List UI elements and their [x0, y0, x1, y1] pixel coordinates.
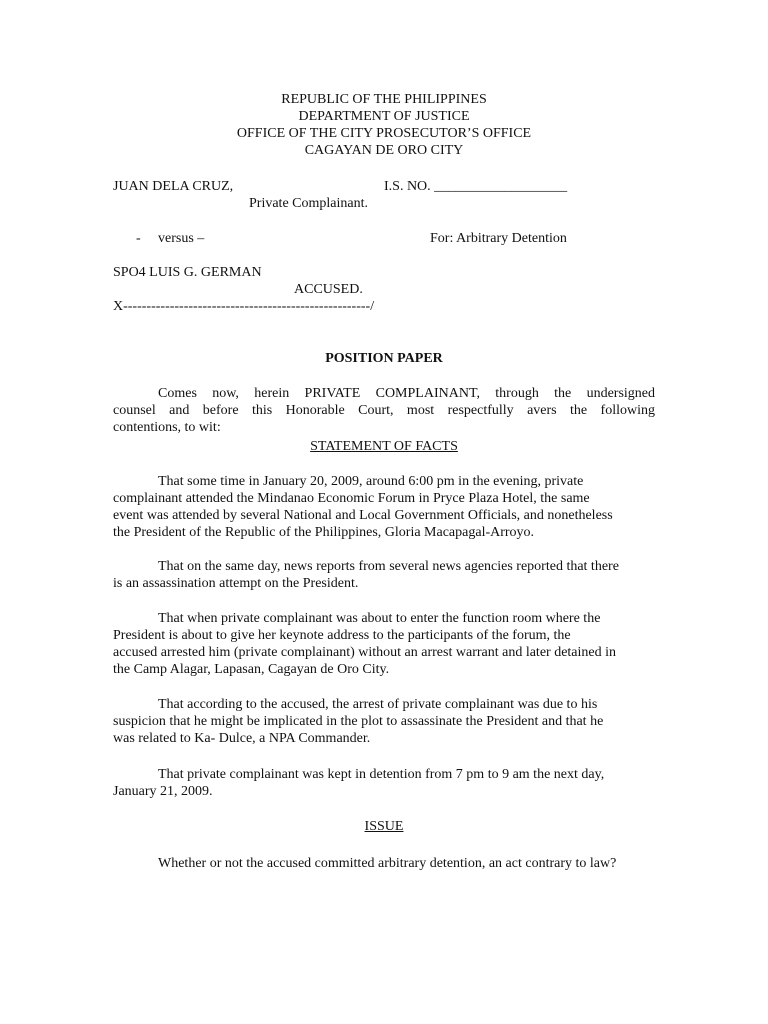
complainant-role: Private Complainant. [249, 196, 368, 211]
issue-text [113, 855, 616, 872]
versus-dash: - [136, 231, 141, 246]
header-line-office: OFFICE OF THE CITY PROSECUTOR’S OFFICE [236, 126, 532, 141]
complainant-name: JUAN DELA CRUZ, [113, 179, 234, 194]
fact-3-line-1-text: That when private complainant was about to enter the function room where the [158, 611, 601, 626]
facts-heading-text: STATEMENT OF FACTS [310, 439, 458, 454]
intro-line-1-text: Comes now, herein PRIVATE COMPLAINANT, through the undersigned [158, 386, 655, 401]
caption-separator: X-----------------------------------------------------/ [113, 299, 375, 314]
is-number-label: I.S. NO. ___________________ [384, 179, 568, 194]
issue-text-content: Whether or not the accused committed arbitrary detention, an act contrary to law? [158, 856, 617, 871]
fact-2-line-2: is an assassination attempt on the President. [113, 576, 359, 591]
fact-4-line-2: suspicion that he might be implicated in the plot to assassinate the President and that he [113, 714, 604, 729]
fact-5-line-2: January 21, 2009. [113, 784, 213, 799]
fact-1-line-4: the President of the Republic of the Philippines, Gloria Macapagal-Arroyo. [113, 525, 535, 540]
fact-3-line-2: President is about to give her keynote address to the participants of the forum, the [113, 628, 571, 643]
versus-label: versus – [158, 231, 205, 246]
fact-4-line-1-text: That according to the accused, the arrest of private complainant was due to his [158, 697, 598, 712]
accused-role: ACCUSED. [294, 282, 363, 297]
fact-1-line-1-text: That some time in January 20, 2009, around 6:00 pm in the evening, private [158, 474, 584, 489]
intro-line-1 [113, 385, 655, 402]
intro-line-3: contentions, to wit: [113, 420, 221, 435]
fact-5-line-1-text: That private complainant was kept in detention from 7 pm to 9 am the next day, [158, 767, 605, 782]
issue-heading [0, 818, 768, 835]
intro-line-2: counsel and before this Honorable Court, most respectfully avers the following [113, 403, 655, 418]
fact-3-line-1 [113, 610, 600, 627]
fact-1-line-2: complainant attended the Mindanao Economic Forum in Pryce Plaza Hotel, the same [113, 491, 590, 506]
fact-4-line-3: was related to Ka- Dulce, a NPA Commander. [113, 731, 371, 746]
fact-2-line-1 [113, 558, 619, 575]
fact-1-line-3: event was attended by several National and Local Government Officials, and nonetheless [113, 508, 613, 523]
fact-2-line-1-text: That on the same day, news reports from several news agencies reported that there [158, 559, 619, 574]
fact-4-line-1 [113, 696, 597, 713]
header-line-city: CAGAYAN DE ORO CITY [304, 143, 464, 158]
fact-3-line-3: accused arrested him (private complainant) without an arrest warrant and later detained in [113, 645, 617, 660]
facts-heading [0, 438, 768, 455]
document-title: POSITION PAPER [325, 351, 443, 366]
issue-heading-text: ISSUE [364, 819, 404, 834]
accused-name: SPO4 LUIS G. GERMAN [113, 265, 262, 280]
header-line-republic: REPUBLIC OF THE PHILIPPINES [281, 92, 487, 107]
fact-5-line-1 [113, 766, 604, 783]
header-line-department: DEPARTMENT OF JUSTICE [298, 109, 470, 124]
case-for-label: For: Arbitrary Detention [430, 231, 567, 246]
fact-3-line-4: the Camp Alagar, Lapasan, Cagayan de Oro City. [113, 662, 390, 677]
fact-1-line-1 [113, 473, 583, 490]
